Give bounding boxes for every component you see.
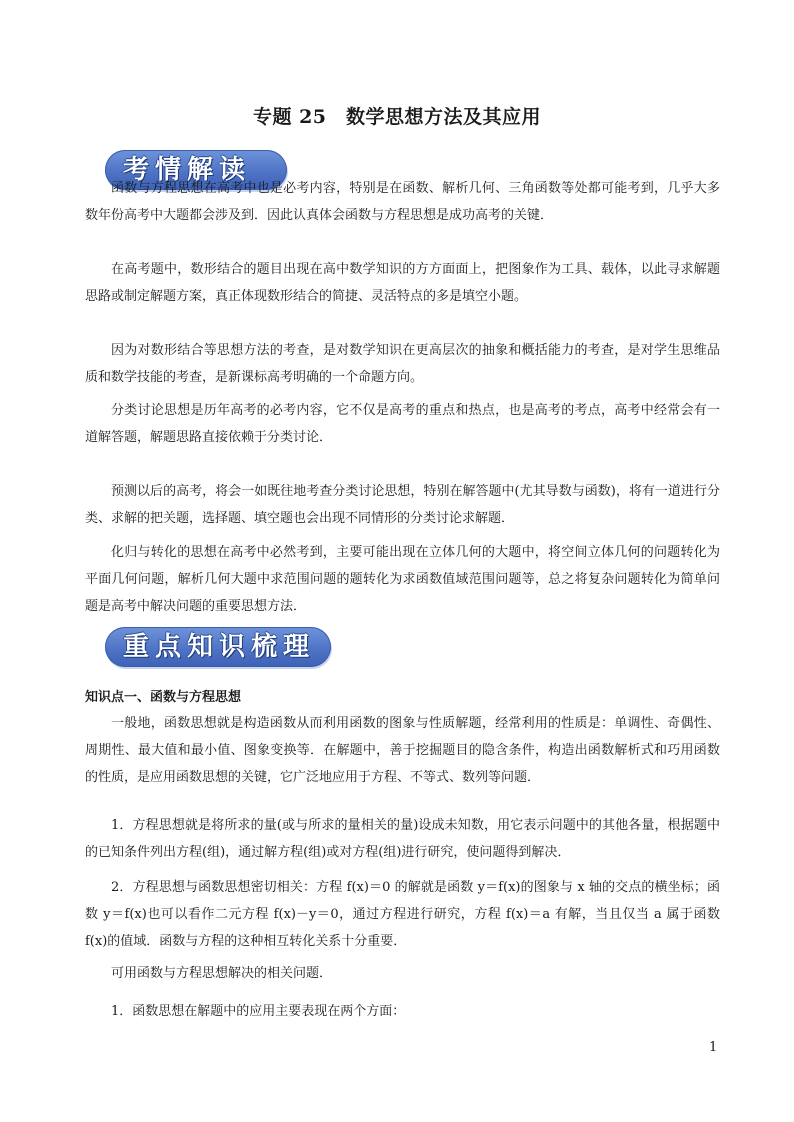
knowledge-paragraph: 1．函数思想在解题中的应用主要表现在两个方面：: [111, 1004, 406, 1019]
intro-paragraph: 因为对数形结合等思想方法的考查，是对数学知识在更高层次的抽象和概括能力的考查，是对学生思维品质和数学技能的考查，是新课标高考明确的一个命题方向。: [85, 343, 720, 385]
knowledge-paragraph: 2．方程思想与函数思想密切相关：方程 f(x)＝0 的解就是函数 y＝f(x)的图象与 x 轴的交点的横坐标；函数 y＝f(x)也可以看作二元方程 f(x)－y＝0，通过方程进行研究，方程 f(x)＝a 有解，当且仅当 a 属于函数 f(x)的值域．函数与方程的这种相互转化关系十分重要．: [85, 880, 720, 949]
section-banner-exam-analysis: 考情解读: [105, 150, 287, 190]
section-banner-key-knowledge: 重点知识梳理: [105, 627, 331, 667]
intro-paragraph: 化归与转化的思想在高考中必然考到，主要可能出现在立体几何的大题中，将空间立体几何的问题转化为平面几何问题，解析几何大题中求范围问题的题转化为求函数值域范围问题等，总之将复杂问题转化为简单问题是高考中解决问题的重要思想方法．: [85, 545, 720, 614]
intro-paragraph: 预测以后的高考，将会一如既往地考查分类讨论思想，特别在解答题中(尤其导数与函数)，将有一道进行分类、求解的把关题，选择题、填空题也会出现不同情形的分类讨论求解题．: [85, 484, 720, 526]
knowledge-paragraph: 1．方程思想就是将所求的量(或与所求的量相关的量)设成未知数，用它表示问题中的其他各量，根据题中的已知条件列出方程(组)，通过解方程(组)或对方程(组)进行研究，使问题得到解决．: [85, 818, 720, 860]
knowledge-paragraph: 一般地，函数思想就是构造函数从而利用函数的图象与性质解题，经常利用的性质是：单调性、奇偶性、周期性、最大值和最小值、图象变换等．在解题中，善于挖掘题目的隐含条件，构造出函数解析式和巧用函数的性质，是应用函数思想的关键，它广泛地应用于方程、不等式、数列等问题．: [85, 716, 720, 785]
intro-paragraph: 函数与方程思想在高考中也是必考内容，特别是在函数、解析几何、三角函数等处都可能考到，几乎大多数年份高考中大题都会涉及到．因此认真体会函数与方程思想是成功高考的关键．: [85, 181, 720, 223]
intro-paragraph: 在高考题中，数形结合的题目出现在高中数学知识的方方面面上，把图象作为工具、载体，以此寻求解题思路或制定解题方案，真正体现数形结合的简捷、灵活特点的多是填空小题。: [85, 262, 720, 304]
section-heading: 知识点一、函数与方程思想: [85, 690, 242, 705]
intro-paragraph: 分类讨论思想是历年高考的必考内容，它不仅是高考的重点和热点，也是高考的考点，高考中经常会有一道解答题，解题思路直接依赖于分类讨论．: [85, 403, 720, 445]
page-number: 1: [709, 1040, 718, 1055]
knowledge-paragraph: 可用函数与方程思想解决的相关问题．: [111, 966, 333, 981]
document-title: 专题 25 数学思想方法及其应用: [252, 106, 542, 128]
